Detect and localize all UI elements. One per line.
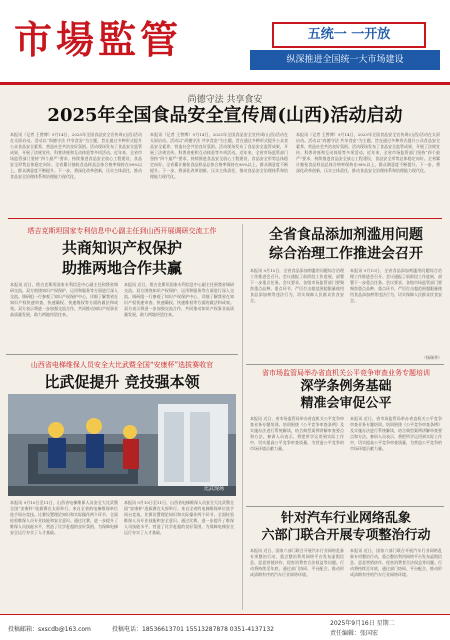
lead-headline: 2025年全国食品安全宣传周(山西)活动启动 (47, 105, 403, 126)
lead-body-col3: 本报讯（记者 王曾博）9月14日，2025年全国食品安全宣传周(山西)活动在太原启动。活动以“尚德守法 共享食安”为主题，旨在通过多种形式提升公众食品安全素养，营造社会共治良好氛围。活动现场发布了食品安全监管成果，开展了法规宣传、科普讲座和互动体验等多项活动。近年来，全省市场监管部门坚持“四个最严”要求，持续推进食品安全放心工程建设，食品安全形势总体稳定向好。全省累计抽检食品样品总体合格率保持在98%以上，群众满意度不断提升。下一步，将深化改革创新，压实主体责任，推动食品安全治理体系和治理能力现代化。 (296, 132, 440, 173)
elevator-headline: 比武促提升 竞技强本领 (44, 373, 200, 391)
footer-issue-date: 2025年9月16日 星期二 (330, 620, 395, 627)
elevator-competition-image (8, 394, 236, 496)
auto-headline: 针对汽车行业网络乱象 六部门联合开展专项整治行动 (261, 511, 431, 543)
additives-headline: 全省食品添加剂滥用问题 综合治理工作推进会召开 (269, 227, 423, 262)
deep-kicker: 省市场监管局举办省直机关公平竞争审查业务专题培训 (262, 369, 430, 377)
footer-email: 投稿邮箱：sxscdb@163.com (8, 626, 91, 633)
elevator-body-col2: 本报讯 9月10日至11日，山西省电梯维保人员安全大比武暨全国“安康杯”选拔赛在太原举行。来自全省的电梯维保单位选手同台竞技。比赛设置理论知识和实际操作两个环节，全面检验维保人员专业技能和安全意识。通过比赛，进一步提升了维保人员技能水平，营造了比学赶超的良好氛围，为保障电梯安全运行夯实了人才基础。 (124, 500, 234, 535)
elevator-photo (8, 394, 236, 496)
page-footer (0, 614, 450, 640)
masthead-tagline: 纵深推进全国统一大市场建设 (250, 50, 440, 70)
lead-body-col1: 本报讯（记者 王曾博）9月14日，2025年全国食品安全宣传周(山西)活动在太原启动。活动以“尚德守法 共享食安”为主题，旨在通过多种形式提升公众食品安全素养，营造社会共治良好氛围。活动现场发布了食品安全监管成果，开展了法规宣传、科普讲座和互动体验等多项活动。近年来，全省市场监管部门坚持“四个最严”要求，持续推进食品安全放心工程建设，食品安全形势总体稳定向好。全省累计抽检食品样品总体合格率保持在98%以上，群众满意度不断提升。下一步，将深化改革创新，压实主体责任，推动食品安全治理体系和治理能力现代化。 (10, 132, 142, 179)
elevator-body-col1: 本报讯 9月10日至11日，山西省电梯维保人员安全大比武暨全国“安康杯”选拔赛在太原举行。来自全省的电梯维保单位选手同台竞技。比赛设置理论知识和实际操作两个环节，全面检验维保人员专业技能和安全意识。通过比赛，进一步提升了维保人员技能水平，营造了比学赶超的良好氛围，为保障电梯安全运行夯实了人才基础。 (10, 500, 118, 535)
masthead-slogan: 五统一 一开放 (272, 22, 426, 48)
column-divider (242, 224, 243, 610)
additives-body-col1: 本报讯 9月15日，全省食品添加剂滥用问题综合治理工作推进会召开。会议通报了前阶段工作进展，部署下一步重点任务。会议要求，各级市场监管部门要聚焦重点品种、重点环节，严厉打击超范围超限量使用食品添加剂等违法行为，切实保障人民群众饮食安全。 (250, 268, 344, 303)
lead-kicker: 尚德守法 共享食安 (187, 95, 263, 105)
footer-phone: 投稿电话：18536613701 15513287878 0351-4137132 (112, 626, 274, 633)
additives-body-col2: 本报讯 9月15日，全省食品添加剂滥用问题综合治理工作推进会召开。会议通报了前阶段工作进展，部署下一步重点任务。会议要求，各级市场监管部门要聚焦重点品种、重点环节，严厉打击超范围超限量使用食品添加剂等违法行为，切实保障人民群众饮食安全。 (350, 268, 442, 303)
auto-body-col2: 本报讯 近日，国家六部门联合开展汽车行业网络乱象专项整治行动，重点整治利用网络平台发布虚假信息、恶意营销炒作、侵害消费者合法权益等问题。行动将持续至年底，通过部门协同、平台配合，推动形成清朗有序的汽车行业网络环境。 (350, 548, 442, 577)
ip-divider (6, 354, 238, 355)
auto-body-col1: 本报讯 近日，国家六部门联合开展汽车行业网络乱象专项整治行动，重点整治利用网络平台发布虚假信息、恶意营销炒作、侵害消费者合法权益等问题。行动将持续至年底，通过部门协同、平台配合，推动形成清朗有序的汽车行业网络环境。 (250, 548, 344, 577)
ip-body-col2: 本报讯 近日，塔吉克斯坦国家专利信息中心副主任到我省调研交流。双方围绕知识产权保护、运用和服务等方面进行深入交流。调研组一行参观了知识产权保护中心，详细了解我省在知识产权快速审查、快速确权、快速维权等方面的做法和成效。双方表示将进一步加强交流合作，共同推动知识产权事业高质量发展，助力两地经贸往来。 (124, 282, 234, 317)
additives-author: （杨瑞华） (422, 355, 442, 360)
ip-headline: 共商知识产权保护 助推两地合作共赢 (61, 239, 182, 277)
newspaper-logo: 市場監管 (14, 17, 183, 62)
ip-body-col1: 本报讯 近日，塔吉克斯坦国家专利信息中心副主任到我省调研交流。双方围绕知识产权保护、运用和服务等方面进行深入交流。调研组一行参观了知识产权保护中心，详细了解我省在知识产权快速审查、快速确权、快速维权等方面的做法和成效。双方表示将进一步加强交流合作，共同推动知识产权事业高质量发展，助力两地经贸往来。 (10, 282, 118, 317)
masthead-banner (250, 14, 440, 72)
elevator-kicker: 山西省电梯维保人员安全大比武暨全国“安康杯”选拔赛收官 (30, 361, 214, 369)
deep-body-col2: 本报讯 近日，省市场监管局举办省直机关公平竞争审查业务专题培训。培训围绕《公平竞争审查条例》及实施办法进行系统解读，结合典型案例讲解审查要点和方法。参训人员表示，将把所学运用到实际工作中，切实提高公平竞争审查质量，为营造公平竞争的市场环境贡献力量。 (350, 416, 442, 451)
footer-rule (0, 614, 450, 615)
deep-headline: 深学条例务基础 精准会审促公平 (300, 379, 392, 411)
elevator-photo-caption: 比武现场 (203, 486, 224, 492)
masthead (0, 0, 450, 82)
section-divider (8, 218, 442, 219)
ip-kicker: 塔吉克斯坦国家专利信息中心副主任到山西开展调研交流工作 (27, 227, 217, 235)
lead-body-col2: 本报讯（记者 王曾博）9月14日，2025年全国食品安全宣传周(山西)活动在太原启动。活动以“尚德守法 共享食安”为主题，旨在通过多种形式提升公众食品安全素养，营造社会共治良好氛围。活动现场发布了食品安全监管成果，开展了法规宣传、科普讲座和互动体验等多项活动。近年来，全省市场监管部门坚持“四个最严”要求，持续推进食品安全放心工程建设，食品安全形势总体稳定向好。全省累计抽检食品样品总体合格率保持在98%以上，群众满意度不断提升。下一步，将深化改革创新，压实主体责任，推动食品安全治理体系和治理能力现代化。 (150, 132, 288, 179)
deep-body-col1: 本报讯 近日，省市场监管局举办省直机关公平竞争审查业务专题培训。培训围绕《公平竞争审查条例》及实施办法进行系统解读，结合典型案例讲解审查要点和方法。参训人员表示，将把所学运用到实际工作中，切实提高公平竞争审查质量，为营造公平竞争的市场环境贡献力量。 (250, 416, 344, 451)
masthead-rule (0, 82, 450, 85)
deep-divider (246, 506, 444, 507)
additives-divider (246, 364, 444, 365)
footer-editor: 责任编辑：张国宏 (330, 630, 379, 637)
